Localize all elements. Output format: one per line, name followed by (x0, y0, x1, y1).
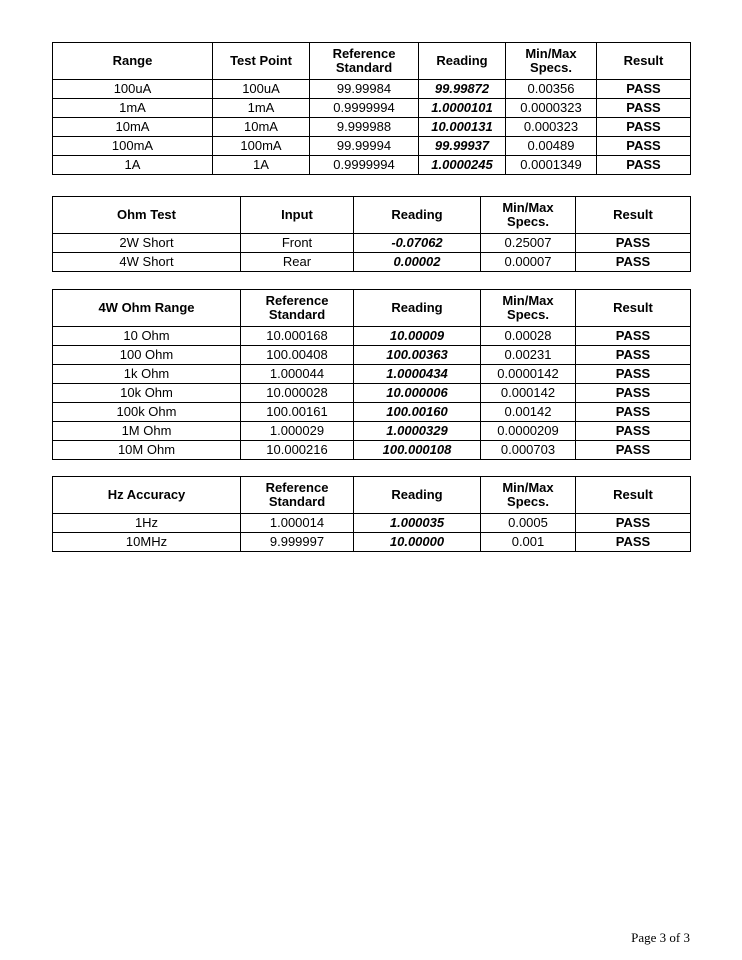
column-header: Min/Max Specs. (481, 477, 576, 514)
column-header: Reference Standard (241, 290, 354, 327)
reading-cell: 10.000006 (354, 384, 481, 403)
column-header: 4W Ohm Range (53, 290, 241, 327)
column-header: Reference Standard (241, 477, 354, 514)
result-cell: PASS (597, 99, 691, 118)
column-header: Min/Max Specs. (481, 290, 576, 327)
table-cell: 100mA (53, 137, 213, 156)
column-header: Result (576, 477, 691, 514)
table-cell: 0.25007 (481, 234, 576, 253)
reading-cell: 1.0000101 (419, 99, 506, 118)
table-row (53, 99, 691, 118)
table-row (53, 234, 691, 253)
result-cell: PASS (576, 346, 691, 365)
table-cell: 1.000014 (241, 514, 354, 533)
table-cell: 1A (213, 156, 310, 175)
table-cell: 0.0000142 (481, 365, 576, 384)
result-cell: PASS (576, 441, 691, 460)
reading-cell: 10.000131 (419, 118, 506, 137)
table-cell: 2W Short (53, 234, 241, 253)
table-cell: 99.99984 (310, 80, 419, 99)
ohm-range-table (52, 289, 691, 460)
header-row (53, 197, 691, 234)
result-cell: PASS (576, 422, 691, 441)
table-cell: Rear (241, 253, 354, 272)
result-cell: PASS (576, 514, 691, 533)
table-cell: 99.99994 (310, 137, 419, 156)
table-cell: 0.00356 (506, 80, 597, 99)
table-cell: 0.0005 (481, 514, 576, 533)
current-range-table (52, 42, 691, 175)
table-cell: Front (241, 234, 354, 253)
table-row (53, 118, 691, 137)
table-row (53, 327, 691, 346)
column-header: Test Point (213, 43, 310, 80)
table-cell: 0.0000209 (481, 422, 576, 441)
table-cell: 10.000216 (241, 441, 354, 460)
result-cell: PASS (576, 327, 691, 346)
column-header: Range (53, 43, 213, 80)
header-row (53, 43, 691, 80)
table-row (53, 384, 691, 403)
table-cell: 1mA (213, 99, 310, 118)
table-cell: 0.00007 (481, 253, 576, 272)
table-cell: 1.000029 (241, 422, 354, 441)
table-cell: 1k Ohm (53, 365, 241, 384)
result-cell: PASS (597, 80, 691, 99)
table-cell: 0.9999994 (310, 156, 419, 175)
column-header: Reading (354, 197, 481, 234)
table-body (53, 80, 691, 175)
table-row (53, 533, 691, 552)
result-cell: PASS (576, 253, 691, 272)
table-header (53, 197, 691, 234)
table-cell: 9.999997 (241, 533, 354, 552)
column-header: Min/Max Specs. (481, 197, 576, 234)
table-cell: 0.9999994 (310, 99, 419, 118)
table-row (53, 137, 691, 156)
reading-cell: 100.000108 (354, 441, 481, 460)
result-cell: PASS (576, 384, 691, 403)
table-cell: 1.000044 (241, 365, 354, 384)
result-cell: PASS (597, 118, 691, 137)
ohm-test-table (52, 196, 691, 272)
result-cell: PASS (597, 137, 691, 156)
table-cell: 10.000168 (241, 327, 354, 346)
column-header: Result (576, 290, 691, 327)
column-header: Reading (354, 290, 481, 327)
reading-cell: 99.99872 (419, 80, 506, 99)
table-header (53, 477, 691, 514)
table-cell: 0.000323 (506, 118, 597, 137)
table-cell: 10mA (53, 118, 213, 137)
table-cell: 100k Ohm (53, 403, 241, 422)
table-cell: 0.00231 (481, 346, 576, 365)
reading-cell: 1.000035 (354, 514, 481, 533)
result-cell: PASS (576, 533, 691, 552)
table-cell: 10k Ohm (53, 384, 241, 403)
reading-cell: 10.00009 (354, 327, 481, 346)
table-cell: 10.000028 (241, 384, 354, 403)
column-header: Reading (419, 43, 506, 80)
table-header (53, 290, 691, 327)
table-body (53, 234, 691, 272)
table-cell: 100.00408 (241, 346, 354, 365)
table-row (53, 403, 691, 422)
page-number: Page 3 of 3 (631, 930, 690, 945)
table-cell: 0.00028 (481, 327, 576, 346)
reading-cell: 99.99937 (419, 137, 506, 156)
table-cell: 1A (53, 156, 213, 175)
table-row (53, 253, 691, 272)
table-row (53, 346, 691, 365)
column-header: Reading (354, 477, 481, 514)
table-body (53, 514, 691, 552)
result-cell: PASS (576, 403, 691, 422)
table-row (53, 80, 691, 99)
table-cell: 10M Ohm (53, 441, 241, 460)
table-cell: 9.999988 (310, 118, 419, 137)
table-cell: 10mA (213, 118, 310, 137)
table-cell: 0.0001349 (506, 156, 597, 175)
reading-cell: 100.00363 (354, 346, 481, 365)
header-row (53, 477, 691, 514)
table-row (53, 156, 691, 175)
table-row (53, 422, 691, 441)
result-cell: PASS (576, 365, 691, 384)
table-cell: 0.001 (481, 533, 576, 552)
reading-cell: 0.00002 (354, 253, 481, 272)
reading-cell: 1.0000329 (354, 422, 481, 441)
table-row (53, 441, 691, 460)
table-cell: 100mA (213, 137, 310, 156)
header-row (53, 290, 691, 327)
table-cell: 0.000142 (481, 384, 576, 403)
column-header: Result (576, 197, 691, 234)
column-header: Ohm Test (53, 197, 241, 234)
table-cell: 0.000703 (481, 441, 576, 460)
table-cell: 0.0000323 (506, 99, 597, 118)
reading-cell: 1.0000434 (354, 365, 481, 384)
table-cell: 1Hz (53, 514, 241, 533)
table-cell: 1M Ohm (53, 422, 241, 441)
table-cell: 1mA (53, 99, 213, 118)
result-cell: PASS (597, 156, 691, 175)
result-cell: PASS (576, 234, 691, 253)
reading-cell: 100.00160 (354, 403, 481, 422)
column-header: Hz Accuracy (53, 477, 241, 514)
table-cell: 100uA (53, 80, 213, 99)
column-header: Input (241, 197, 354, 234)
table-cell: 100.00161 (241, 403, 354, 422)
table-cell: 0.00489 (506, 137, 597, 156)
column-header: Result (597, 43, 691, 80)
table-body (53, 327, 691, 460)
column-header: Min/Max Specs. (506, 43, 597, 80)
table-header (53, 43, 691, 80)
table-cell: 4W Short (53, 253, 241, 272)
hz-accuracy-table (52, 476, 691, 552)
table-row (53, 514, 691, 533)
reading-cell: 1.0000245 (419, 156, 506, 175)
table-cell: 100uA (213, 80, 310, 99)
table-cell: 0.00142 (481, 403, 576, 422)
column-header: Reference Standard (310, 43, 419, 80)
table-cell: 10MHz (53, 533, 241, 552)
table-row (53, 365, 691, 384)
reading-cell: 10.00000 (354, 533, 481, 552)
table-cell: 100 Ohm (53, 346, 241, 365)
reading-cell: -0.07062 (354, 234, 481, 253)
table-cell: 10 Ohm (53, 327, 241, 346)
